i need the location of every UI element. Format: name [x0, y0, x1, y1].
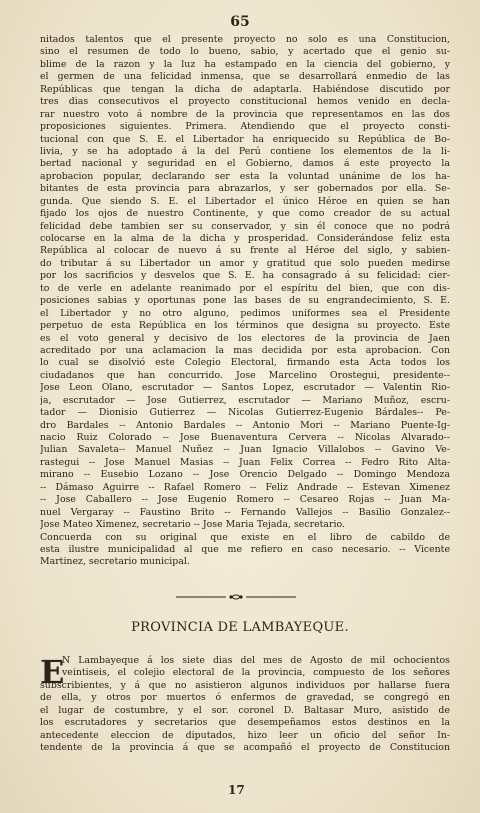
text-line: rastegui -- Jose Manuel Masias -- Juan Felix Correa -- Fedro Rito Alta-: [40, 456, 450, 468]
text-line: Martinez, secretario municipal.: [40, 556, 190, 568]
text-line: ja, escrutador — Jose Gutierrez, escrutador — Mariano Muñoz, escru-: [40, 394, 450, 406]
text-line: antecedente eleccion de diputados, hizo leer un oficio del señor In-: [40, 729, 450, 741]
text-line: Repúblicas que tengan la dicha de adaptarla. Habiéndose discutido por: [40, 83, 450, 95]
text-line: el Libertador y no otro alguno, pedimos uniformes sea el Presidente: [40, 307, 450, 319]
text-line: felicidad debe tambien ser su conservador, y sin él conoce que no podrá: [40, 220, 450, 232]
text-line: sino el resumen de todo lo bueno, sabio, y acertado que el genio su-: [40, 46, 450, 58]
text-line: proposiciones siguientes. Primera. Atendiendo que el proyecto consti-: [40, 121, 450, 133]
text-line: do tributar á su Libertador un amor y gratitud que solo pueden medirse: [40, 257, 450, 269]
text-line: lo cual se disolvió este Colegio Electoral, firmando esta Acta todos los: [40, 357, 450, 369]
text-line: mirano -- Eusebio Lozano -- Jose Orencio Delgado -- Domingo Mendoza: [40, 469, 450, 481]
text-line: esta ilustre municipalidad al que me refiero en caso necesario. -- Vicente: [40, 543, 450, 555]
signature-mark: 17: [228, 783, 245, 797]
text-line: -- Dámaso Aguirre -- Rafael Romero -- Feliz Andrade -- Estevan Ximenez: [40, 481, 450, 493]
text-line: el lugar de costumbre, y el sor. coronel D. Baltasar Muro, asistido de: [40, 704, 450, 716]
text-line: blime de la razon y la luz ha estampado en la ciencia del gobierno, y: [40, 58, 450, 70]
text-line: acreditado por una aclamacion la mas decidida por esta aprobacion. Con: [40, 344, 450, 356]
text-line: to de verle en adelante reanimado por el espíritu del bien, que con dis-: [40, 282, 450, 294]
text-line: bertad nacional y seguridad en el Gobierno, damos á este proyecto la: [40, 158, 450, 170]
section-divider-ornament: [176, 593, 296, 601]
act-body-text: [40, 34, 450, 569]
text-line: los escrutadores y secretarios que desempeñamos estos destinos en la: [40, 717, 450, 729]
text-line: subscribientes, y á que no asistieron algunos individuos por hallarse fuera: [40, 679, 450, 691]
page-number: 65: [230, 14, 250, 30]
text-line: N Lambayeque á los siete dias del mes de Agosto de mil ochocientos: [62, 655, 450, 666]
text-line: bitantes de esta provincia para abrazarlos, y ser gobernados por ella. Se-: [40, 183, 450, 195]
text-line: veintiseis, el colejio electoral de la provincia, compuesto de los señores: [62, 667, 450, 679]
text-line: tres dias consecutivos el proyecto constitucional hemos venido en decla-: [40, 96, 450, 108]
text-line: fijado los ojos de nuestro Continente, y que como creador de su actual: [40, 208, 450, 220]
drop-cap: E: [40, 653, 65, 691]
text-line: dro Bardales -- Antonio Bardales -- Antonio Mori -- Mariano Puente-Ig-: [40, 419, 450, 431]
text-line: Jose Leon Olano, escrutador — Santos Lopez, escrutador — Valentin Rio-: [40, 382, 450, 394]
text-line: es el voto general y decisivo de los electores de la provincia de Jaen: [40, 332, 450, 344]
text-line: posiciones sabias y oportunas pone las bases de su engrandecimiento, S. E.: [40, 295, 450, 307]
text-line: aprobacion popular, declarando ser esta la voluntad unánime de los ha-: [40, 170, 450, 182]
text-line: el germen de una felicidad inmensa, que se desarrollará enmedio de las: [40, 71, 450, 83]
text-line: perpetuo de esta República en los términos que designa su proyecto. Este: [40, 320, 450, 332]
text-line: livia, y se ha adoptado á la del Perú contiene los elementos de la li-: [40, 145, 450, 157]
text-line: nacio Ruiz Colorado -- Jose Buenaventura Cervera -- Nicolas Alvarado--: [40, 432, 450, 443]
text-line: rar nuestro voto á nombre de la provincia que representamos en las dos: [40, 108, 450, 120]
text-line: tendente de la provincia á que se acompañó el proyecto de Constitucion: [40, 742, 450, 754]
text-line: por los sacrificios y desvelos que S. E. ha consagrado á su felicidad: cier-: [40, 270, 450, 282]
text-line: Jose Mateo Ximenez, secretario -- Jose Maria Tejada, secretario.: [40, 519, 345, 531]
text-line: Concuerda con su original que existe en el libro de cabildo de: [40, 531, 450, 543]
text-line: tucional con que S. E. el Libertador ha enriquecido su República de Bo-: [40, 133, 450, 145]
text-line: ciudadanos que han concurrido. Jose Marcelino Orostegui, presidente--: [40, 369, 450, 381]
text-line: de ella, y otros por muertos ó enfermos de gravedad, se congregó en: [40, 692, 450, 704]
text-line: República al colocar de nuevo á su frente al Héroe del siglo, y sabien-: [40, 245, 450, 257]
text-line: nuel Vergaray -- Faustino Brito -- Fernando Vallejos -- Basilio Gonzalez--: [40, 506, 450, 518]
text-line: Julian Savaleta-- Manuel Nuñez -- Juan Ignacio Villalobos -- Gavino Ve-: [40, 444, 450, 456]
text-line: -- Jose Caballero -- Jose Eugenio Romero -- Cesareo Rojas -- Juan Ma-: [40, 494, 450, 506]
text-line: colocarse en la alma de la dicha y prosperidad. Considerándose feliz esta: [40, 233, 450, 244]
section-heading: PROVINCIA DE LAMBAYEQUE.: [131, 620, 349, 635]
text-line: tador — Dionisio Gutierrez — Nicolas Gutierrez-Eugenio Bárdales-- Pe-: [40, 407, 450, 419]
text-line: gunda. Que siendo S. E. el Libertador el único Héroe en quien se han: [40, 195, 450, 207]
text-line: nitados talentos que el presente proyecto no solo es una Constitucion,: [40, 34, 450, 45]
lambayeque-body-text: [40, 655, 450, 755]
